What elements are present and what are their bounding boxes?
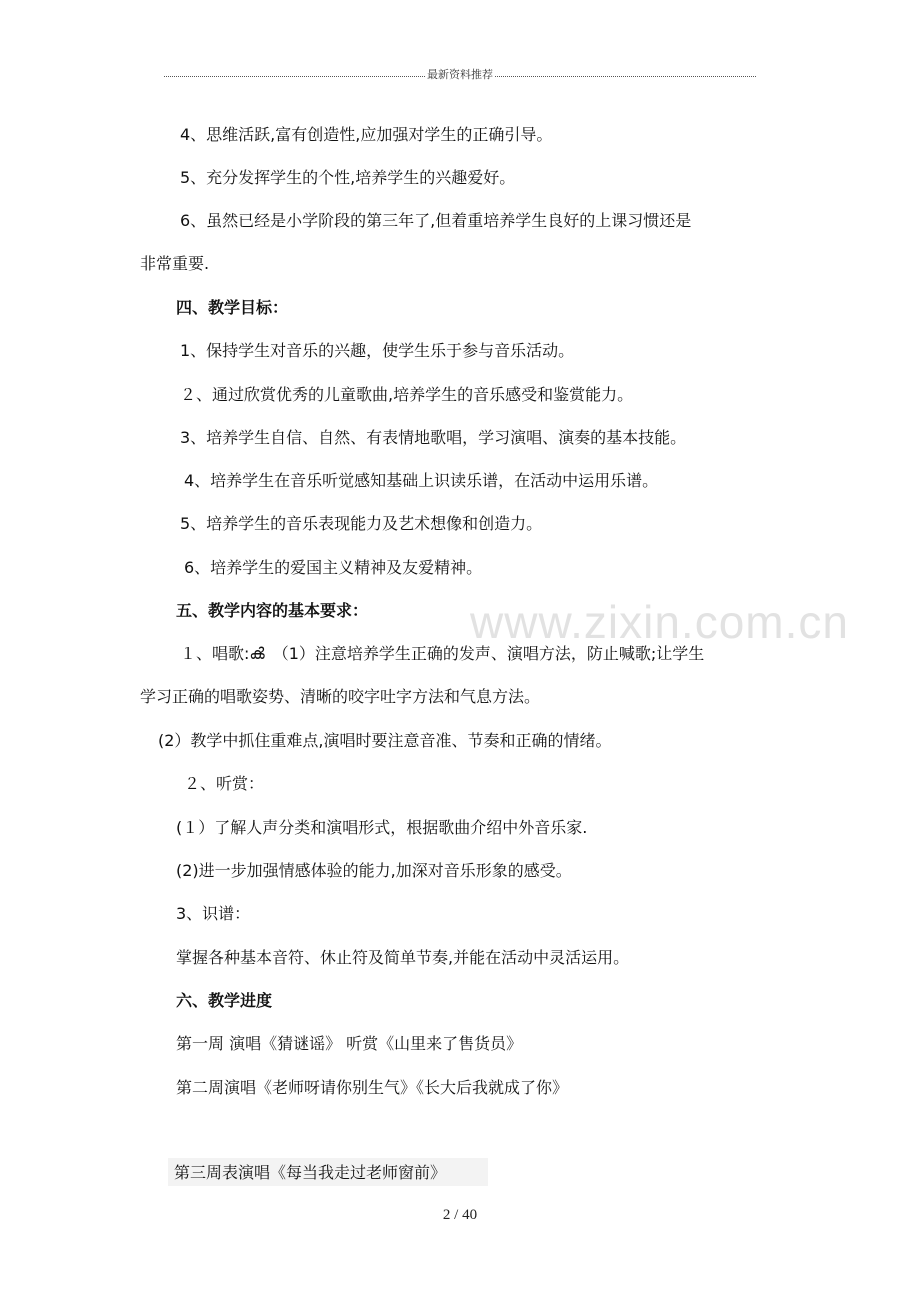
text-line: 第二周演唱《老师呀请你别生气》《长大后我就成了你》 (176, 1078, 569, 1097)
text-line: ２、听赏： (184, 774, 265, 793)
text-line: 第一周 演唱《猜谜谣》 听赏《山里来了售货员》 (176, 1034, 523, 1053)
text-line: 4、思维活跃,富有创造性,应加强对学生的正确引导。 (180, 125, 553, 144)
page-header (164, 64, 756, 84)
text-line: 学习正确的唱歌姿势、清晰的咬字吐字方法和气息方法。 (140, 687, 541, 706)
text-line: 1、保持学生对音乐的兴趣，使学生乐于参与音乐活动。 (180, 341, 575, 360)
text-line: (2）教学中抓住重难点,演唱时要注意音准、节奏和正确的情绪。 (158, 731, 612, 750)
text-line: 6、虽然已经是小学阶段的第三年了,但着重培养学生良好的上课习惯还是 (180, 211, 692, 230)
header-dots-right (495, 76, 756, 77)
text-line: 第三周表演唱《每当我走过老师窗前》 (174, 1163, 447, 1182)
text-line: 掌握各种基本音符、休止符及简单节奏,并能在活动中灵活运用。 (176, 948, 630, 967)
header-label: 最新资料推荐 (427, 68, 493, 81)
header-dots-left (164, 76, 425, 77)
text-line: (2)进一步加强情感体验的能力,加深对音乐形象的感受。 (176, 861, 572, 880)
text-line: 5、培养学生的音乐表现能力及艺术想像和创造力。 (180, 514, 543, 533)
text-line: 6、培养学生的爱国主义精神及友爱精神。 (184, 558, 483, 577)
section-heading: 五、教学内容的基本要求： (176, 601, 369, 620)
text-line: 3、识谱： (176, 904, 251, 923)
text-line: 非常重要. (140, 254, 210, 273)
section-heading: 六、教学进度 (176, 991, 273, 1010)
text-line: 5、充分发挥学生的个性,培养学生的兴趣爱好。 (180, 168, 516, 187)
watermark: www.zixin.com.cn (470, 596, 849, 648)
page-number: 2 / 40 (442, 1207, 478, 1223)
text-line: 4、培养学生在音乐听觉感知基础上识读乐谱，在活动中运用乐谱。 (184, 471, 659, 490)
section-heading: 四、教学目标： (176, 298, 289, 317)
text-line: 3、培养学生自信、自然、有表情地歌唱，学习演唱、演奏的基本技能。 (180, 428, 687, 447)
text-line: ２、通过欣赏优秀的儿童歌曲,培养学生的音乐感受和鉴赏能力。 (180, 385, 634, 404)
text-line: １、唱歌:ൿ （1）注意培养学生正确的发声、演唱方法，防止喊歌;让学生 (180, 644, 705, 663)
text-line: (１）了解人声分类和演唱形式，根据歌曲介绍中外音乐家. (176, 818, 588, 837)
